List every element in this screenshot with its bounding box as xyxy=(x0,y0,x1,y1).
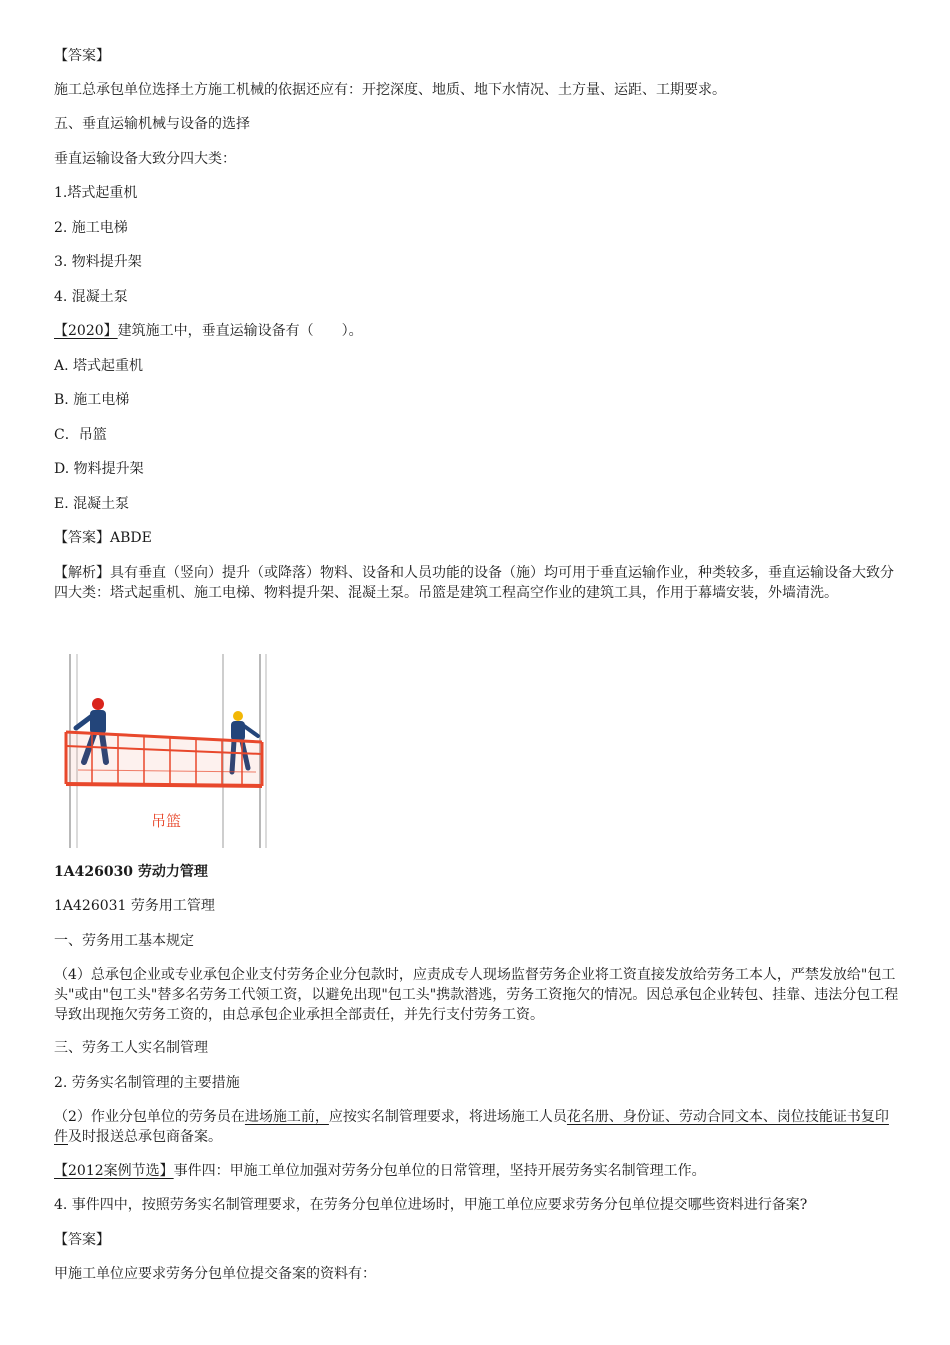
analysis-tag: 【解析】 xyxy=(54,565,110,581)
answer-key: 【答案】ABDE xyxy=(54,530,152,546)
measure-text: （2）作业分包单位的劳务员在 xyxy=(54,1109,245,1125)
measure-underlined: 进场施工前， xyxy=(244,1109,329,1125)
list-item: 1.塔式起重机 xyxy=(54,185,138,201)
option-a: A. 塔式起重机 xyxy=(54,358,144,374)
gondola-illustration xyxy=(56,650,286,848)
list-item: 3. 物料提升架 xyxy=(54,254,142,270)
part-title: 一、劳务用工基本规定 xyxy=(54,933,194,949)
option-b: B. 施工电梯 xyxy=(54,392,130,408)
part-title: 三、劳务工人实名制管理 xyxy=(54,1040,208,1056)
subsection-title: 1A426031 劳务用工管理 xyxy=(54,898,215,914)
figure-caption: 吊篮 xyxy=(150,813,182,830)
question-2020 xyxy=(54,321,363,341)
question-year-tag: 【2020】 xyxy=(54,323,118,339)
answer-text: 施工总承包单位选择土方施工机械的依据还应有：开挖深度、地质、地下水情况、土方量、运距、工期要求。 xyxy=(54,82,726,98)
option-d: D. 物料提升架 xyxy=(54,461,144,477)
section-code-title: 1A426030 劳动力管理 xyxy=(54,864,208,880)
measure-paragraph xyxy=(54,1107,899,1147)
list-item: 2. 施工电梯 xyxy=(54,220,128,236)
case-text: 事件四：甲施工单位加强对劳务分包单位的日常管理，坚持开展劳务实名制管理工作。 xyxy=(173,1163,706,1179)
answer-heading: 【答案】 xyxy=(54,1232,110,1248)
rule-paragraph: （4）总承包企业或专业承包企业支付劳务企业分包款时，应责成专人现场监督劳务企业将工资直接发放给劳务工本人，严禁发放给"包工头"或由"包工头"替多名劳务工代领工资，以避免出现"包工头"携款潜逃，劳务工资拖欠的情况。因总承包企业转包、挂靠、违法分包工程导致出现拖欠劳务工资的，由总承包企业承担全部责任，并先行支付劳务工资。 xyxy=(54,967,899,1023)
gondola-platform xyxy=(66,732,262,786)
measure-text: 及时报送总承包商备案。 xyxy=(68,1129,222,1145)
option-e: E. 混凝土泵 xyxy=(54,496,130,512)
measures-title: 2. 劳务实名制管理的主要措施 xyxy=(54,1075,240,1091)
answer-heading: 【答案】 xyxy=(54,48,110,64)
list-item: 4. 混凝土泵 xyxy=(54,289,128,305)
case-2012 xyxy=(54,1161,706,1181)
option-c: C．吊篮 xyxy=(54,427,107,443)
intro-text: 垂直运输设备大致分四大类： xyxy=(54,151,236,167)
measure-underlined: 花名册、身份证、劳动合同文本、岗位技能证书复印件 xyxy=(54,1109,889,1145)
analysis-paragraph xyxy=(54,563,899,603)
measure-text: 应按实名制管理要求，将进场施工人员 xyxy=(328,1109,567,1125)
gondola-figure xyxy=(56,650,286,848)
question-4: 4. 事件四中，按照劳务实名制管理要求，在劳务分包单位进场时，甲施工单位应要求劳务分包单位提交哪些资料进行备案? xyxy=(54,1197,808,1213)
section-title: 五、垂直运输机械与设备的选择 xyxy=(54,116,250,132)
case-tag: 【2012案例节选】 xyxy=(54,1163,174,1179)
answer-text: 甲施工单位应要求劳务分包单位提交备案的资料有： xyxy=(54,1266,376,1282)
question-text: 建筑施工中，垂直运输设备有（ ）。 xyxy=(117,323,363,339)
analysis-text: 具有垂直（竖向）提升（或降落）物料、设备和人员功能的设备（施）均可用于垂直运输作业，种类较多，垂直运输设备大致分四大类：塔式起重机、施工电梯、物料提升架、混凝土泵。吊篮是建筑工程高空作业的建筑工具，作用于幕墙安装，外墙清洗。 xyxy=(54,565,894,601)
